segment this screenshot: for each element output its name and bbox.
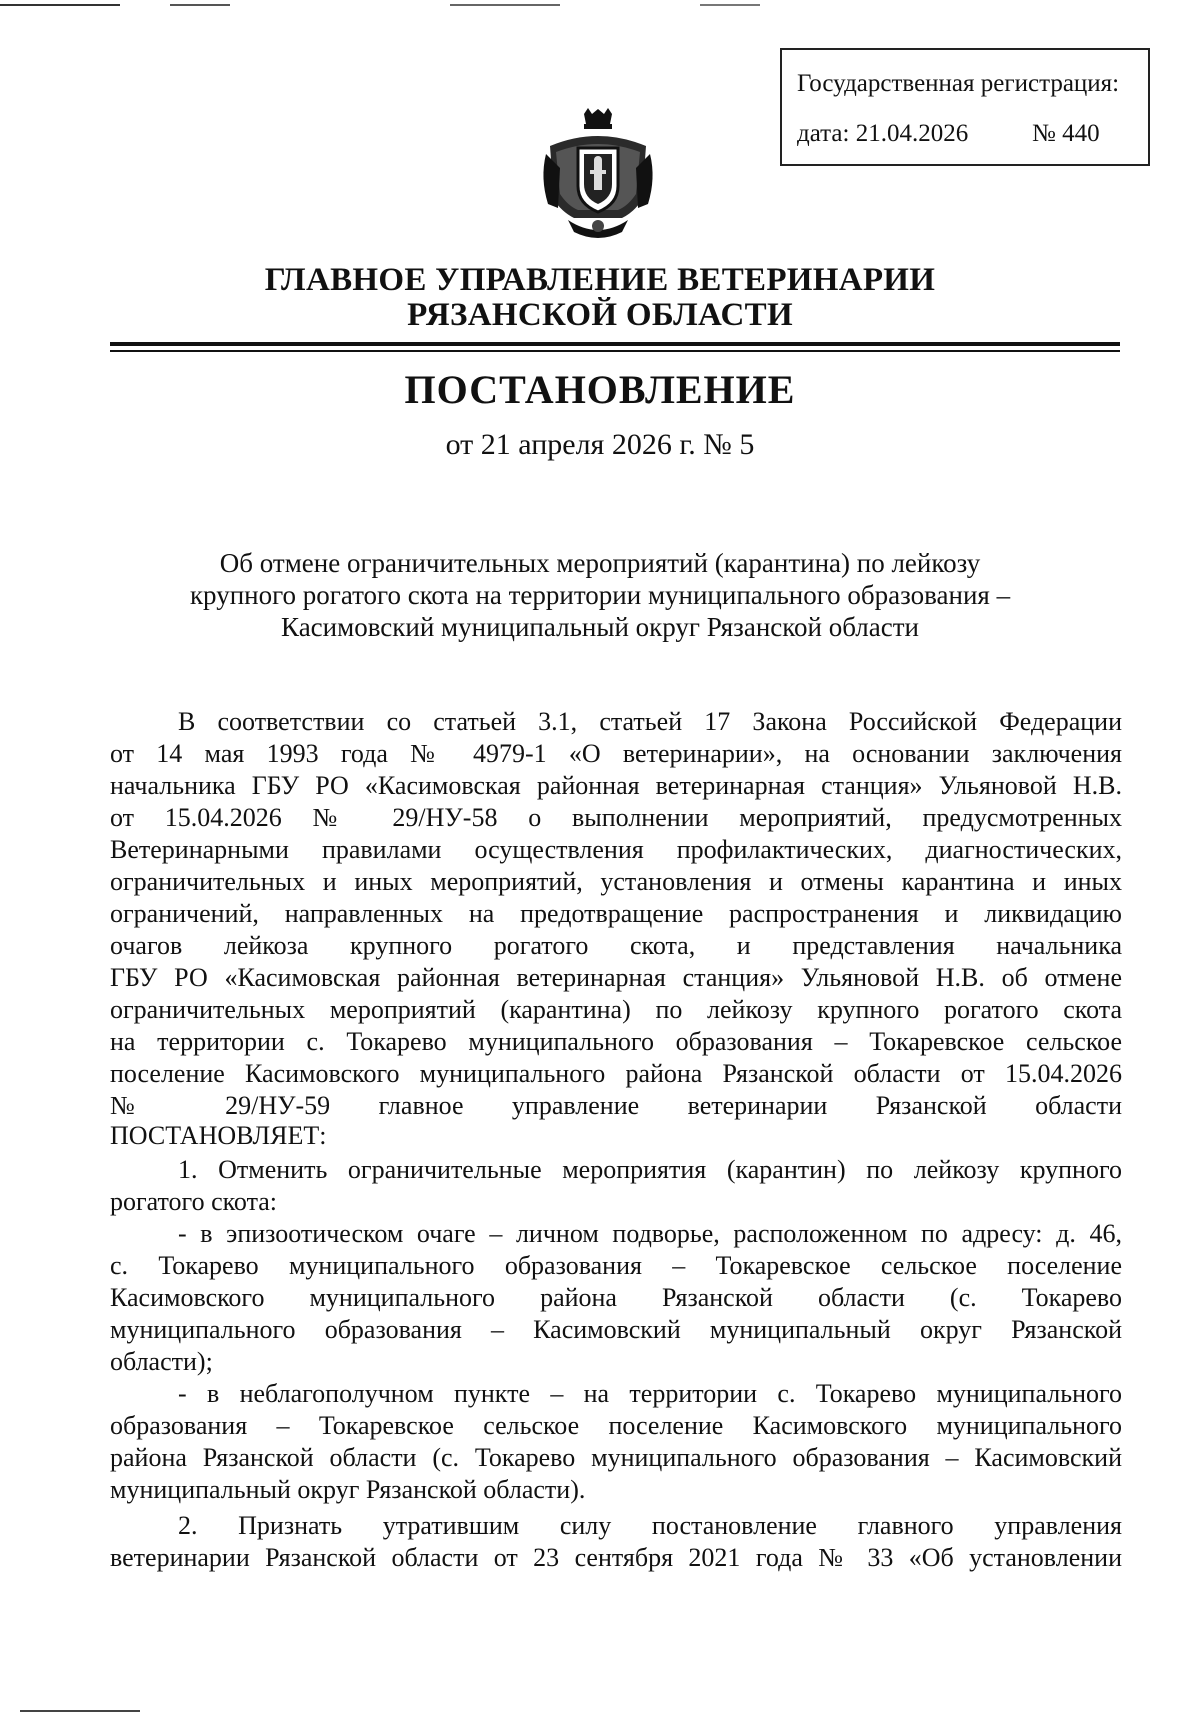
body-line: очагов лейкоза крупного рогатого скота, и представления начальника — [110, 931, 1122, 960]
body-line: от 15.04.2026 № 29/НУ-58 о выполнении мероприятий, предусмотренных — [110, 803, 1122, 832]
registration-stamp — [780, 48, 1150, 166]
body-line: ограничений, направленных на предотвращение распространения и ликвидацию — [110, 899, 1122, 928]
document-type: ПОСТАНОВЛЕНИЕ — [404, 367, 796, 412]
document-title-line: Касимовский муниципальный округ Рязанской области — [281, 612, 919, 642]
document-date-number: от 21 апреля 2026 г. № 5 — [445, 428, 755, 461]
registration-date: дата: 21.04.2026 — [797, 120, 969, 147]
body-line: на территории с. Токарево муниципального образования – Токаревское сельское — [110, 1027, 1122, 1056]
header-divider-thin — [110, 350, 1120, 352]
organization-name-line2: РЯЗАНСКОЙ ОБЛАСТИ — [407, 297, 793, 333]
body-line: В соответствии со статьей 3.1, статьей 17 Закона Российской Федерации — [178, 707, 1122, 736]
body-line: - в неблагополучном пункте – на территории с. Токарево муниципального — [178, 1379, 1122, 1408]
body-line: образования – Токаревское сельское поселение Касимовского муниципального — [110, 1411, 1122, 1440]
body-line: начальника ГБУ РО «Касимовская районная ветеринарная станция» Ульяновой Н.В. — [110, 771, 1122, 800]
resolution-keyword: ПОСТАНОВЛЯЕТ: — [110, 1121, 327, 1150]
body-line: ГБУ РО «Касимовская районная ветеринарная станция» Ульяновой Н.В. об отмене — [110, 963, 1122, 992]
document-title-line: крупного рогатого скота на территории муниципального образования – — [189, 580, 1011, 610]
body-line: 1. Отменить ограничительные мероприятия (карантин) по лейкозу крупного — [178, 1155, 1122, 1184]
scan-edge-bottom — [20, 1710, 140, 1712]
organization-name-line1: ГЛАВНОЕ УПРАВЛЕНИЕ ВЕТЕРИНАРИИ — [264, 262, 936, 298]
body-line: поселение Касимовского муниципального района Рязанской области от 15.04.2026 — [110, 1059, 1122, 1088]
coat-of-arms-icon — [538, 108, 658, 244]
body-line: района Рязанской области (с. Токарево муниципального образования – Касимовский — [110, 1443, 1122, 1472]
body-line: муниципального образования – Касимовский муниципальный округ Рязанской — [110, 1315, 1122, 1344]
body-line: Ветеринарными правилами осуществления профилактических, диагностических, — [110, 835, 1122, 864]
body-line: № 29/НУ-59 главное управление ветеринарии Рязанской области — [110, 1091, 1122, 1120]
body-line: рогатого скота: — [110, 1187, 278, 1216]
registration-title: Государственная регистрация: — [797, 70, 1120, 97]
body-line: ветеринарии Рязанской области от 23 сентября 2021 года № 33 «Об установлении — [110, 1543, 1122, 1572]
body-line: Касимовского муниципального района Рязанской области (с. Токарево — [110, 1283, 1122, 1312]
body-line: от 14 мая 1993 года № 4979-1 «О ветеринарии», на основании заключения — [110, 739, 1122, 768]
header-divider-thick — [110, 342, 1120, 346]
document-title-line: Об отмене ограничительных мероприятий (карантина) по лейкозу — [219, 548, 981, 578]
body-line: ограничительных и иных мероприятий, установления и отмены карантина и иных — [110, 867, 1122, 896]
body-line: ограничительных мероприятий (карантина) по лейкозу крупного рогатого скота — [110, 995, 1122, 1024]
body-line: с. Токарево муниципального образования – Токаревское сельское поселение — [110, 1251, 1122, 1280]
scan-edge-top — [0, 4, 1200, 6]
body-line: 2. Признать утратившим силу постановление главного управления — [178, 1511, 1122, 1540]
body-line: муниципальный округ Рязанской области). — [110, 1475, 586, 1504]
registration-number: № 440 — [1032, 120, 1100, 147]
body-line: области); — [110, 1347, 213, 1376]
body-line: - в эпизоотическом очаге – личном подворье, расположенном по адресу: д. 46, — [178, 1219, 1122, 1248]
